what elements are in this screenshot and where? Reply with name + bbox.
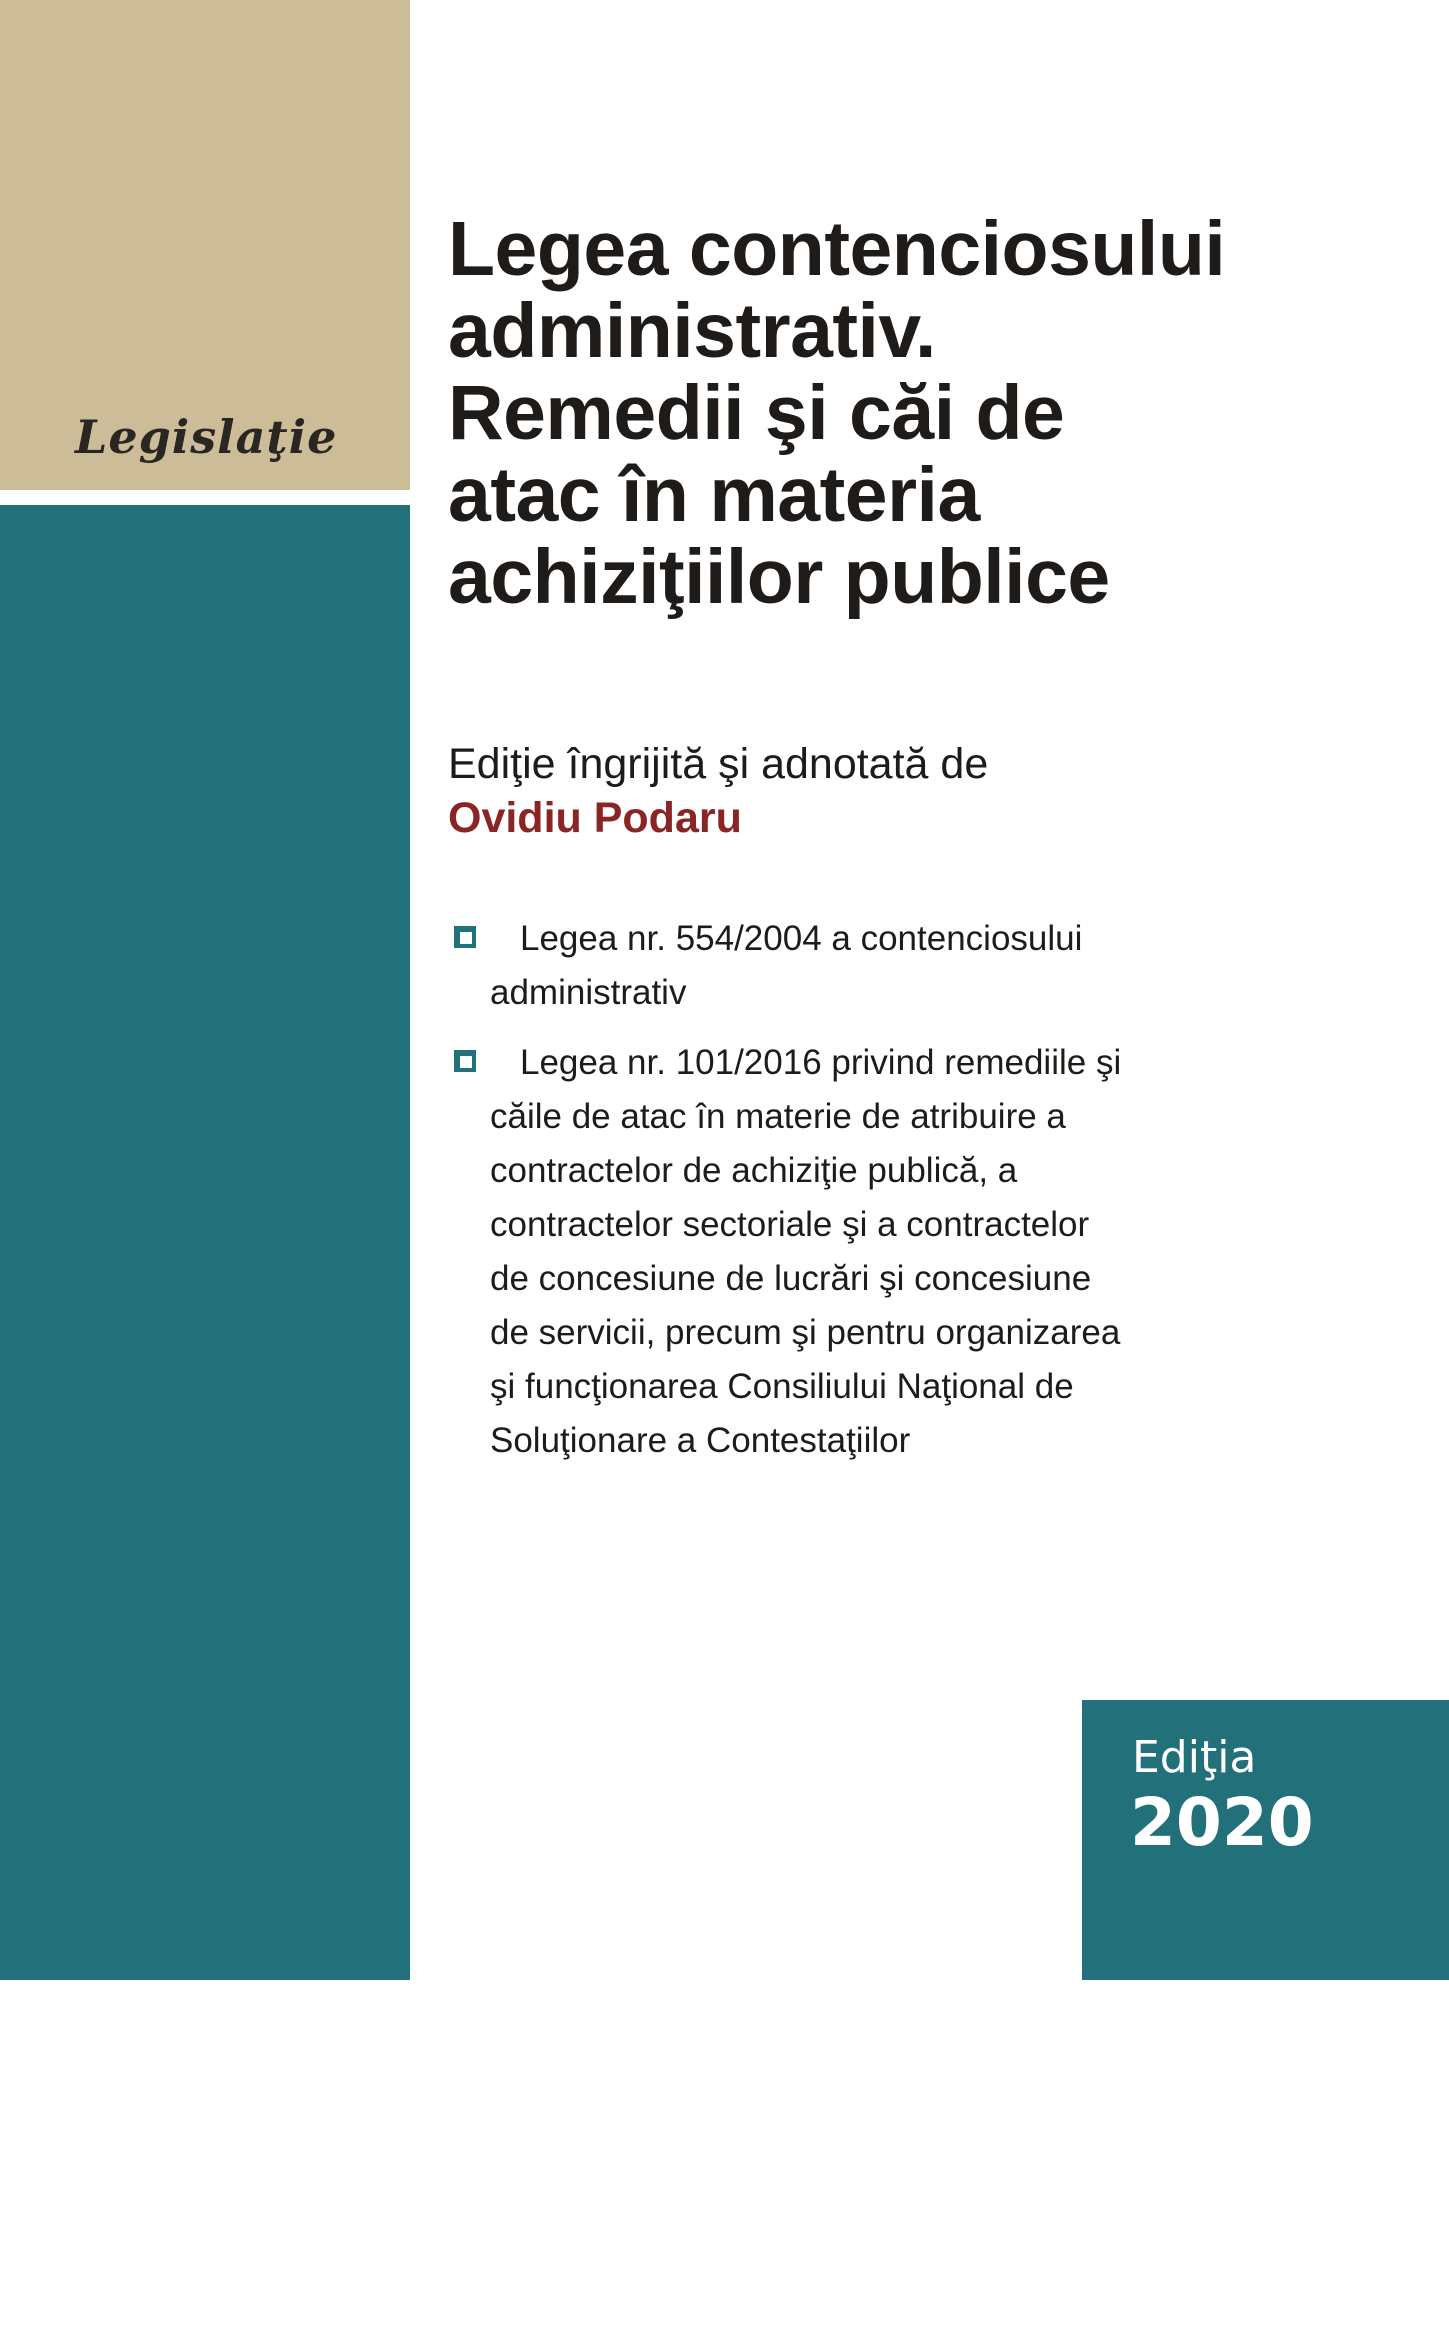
law-text-line: Legea nr. 554/2004 a contenciosului — [520, 919, 1083, 958]
law-item — [450, 912, 1350, 1020]
series-label: Legislaţie — [75, 410, 338, 464]
law-text-line: de concesiune de lucrări şi concesiune — [490, 1259, 1092, 1298]
law-text-line: şi funcţionarea Consiliului Naţional de — [490, 1367, 1074, 1406]
edition-label: Ediţia — [1132, 1732, 1257, 1783]
law-text-line: Legea nr. 101/2016 privind remediile şi — [520, 1043, 1122, 1082]
publisher-prefix: Editura — [120, 2250, 221, 2279]
law-text-line: contractelor de achiziţie publică, a — [490, 1151, 1018, 1190]
publisher-name: Hamangiu — [88, 2272, 388, 2331]
law-text-line: de servicii, precum şi pentru organizarea — [490, 1313, 1121, 1352]
title-line: Remedii şi căi de — [448, 370, 1065, 456]
title-line: administrativ. — [448, 288, 936, 374]
editor-intro: Ediţie îngrijită şi adnotată de — [448, 740, 989, 788]
edition-year: 2020 — [1130, 1784, 1314, 1861]
editor-name: Ovidiu Podaru — [448, 794, 742, 842]
title-line: atac în materia — [448, 452, 980, 538]
book-title — [448, 208, 1388, 618]
square-bullet-icon — [454, 1050, 476, 1072]
law-text-line: administrativ — [490, 973, 687, 1012]
title-line: achiziţiilor publice — [448, 534, 1110, 620]
edition-badge — [1082, 1700, 1449, 1980]
law-text-line: Soluţionare a Contestaţiilor — [490, 1421, 911, 1460]
law-text-line: contractelor sectoriale şi a contractelor — [490, 1205, 1090, 1244]
laws-list — [450, 912, 1350, 1472]
law-item — [450, 1036, 1350, 1468]
title-line: Legea contenciosului — [448, 206, 1226, 292]
law-text-line: căile de atac în materie de atribuire a — [490, 1097, 1066, 1136]
square-bullet-icon — [454, 926, 476, 948]
series-panel — [0, 0, 410, 490]
side-band — [0, 505, 410, 2331]
